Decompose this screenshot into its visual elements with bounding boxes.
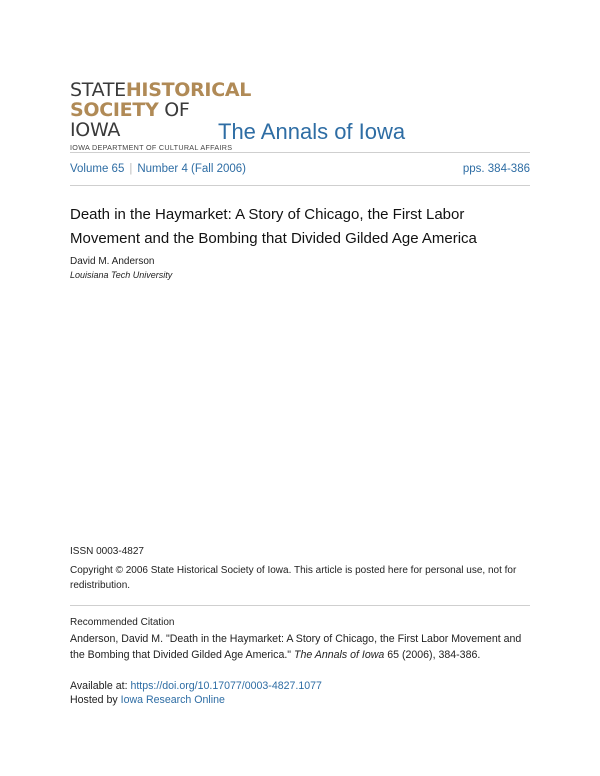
recommended-citation-heading: Recommended Citation: [70, 617, 175, 628]
available-at: [70, 679, 322, 693]
issue-link[interactable]: Number 4 (Fall 2006): [137, 163, 247, 175]
citation-journal: The Annals of Iowa: [294, 649, 385, 661]
citation-after: 65 (2006), 384-386.: [384, 649, 481, 661]
author-affiliation: Louisiana Tech University: [70, 270, 173, 280]
volume-line: [70, 163, 530, 175]
available-label: Available at:: [70, 680, 131, 692]
issn: ISSN 0003-4827: [70, 546, 144, 557]
doi-link[interactable]: https://doi.org/10.17077/0003-4827.1077: [130, 680, 322, 692]
logo-subline: IOWA DEPARTMENT OF CULTURAL AFFAIRS: [70, 143, 233, 152]
shsi-logo: [70, 79, 252, 152]
logo-society: SOCIETY: [70, 99, 159, 121]
logo-line-1: [70, 79, 252, 101]
article-title: Death in the Haymarket: A Story of Chicago, the First Labor Movement and the Bombing that Divided Gilded Age America: [70, 206, 477, 247]
top-divider: [70, 152, 530, 153]
hosted-by: [70, 693, 225, 707]
copyright-notice: Copyright © 2006 State Historical Society of Iowa. This article is posted here for personal use, not for redistribution.: [70, 565, 517, 591]
separator: |: [129, 163, 133, 175]
iowa-research-online-link[interactable]: Iowa Research Online: [120, 694, 225, 706]
hosted-label: Hosted by: [70, 694, 121, 706]
logo-historical: HISTORICAL: [125, 79, 252, 101]
citation-before: Anderson, David M. "Death in the Haymarket: A Story of Chicago, the First Labor Movement and the Bombing that Divided Gilded Age America.": [70, 633, 522, 661]
author-name: David M. Anderson: [70, 256, 155, 267]
header-divider: [70, 185, 530, 186]
logo-state: STATE: [70, 79, 126, 101]
citation-text: [70, 631, 530, 663]
volume-link[interactable]: Volume 65: [70, 163, 125, 175]
citation-divider: [70, 605, 530, 606]
logo-line-2: [70, 100, 220, 140]
pages-range: pps. 384-386: [462, 163, 530, 175]
journal-title[interactable]: The Annals of Iowa: [218, 119, 406, 144]
logo-of-iowa: OF IOWA: [70, 99, 190, 141]
